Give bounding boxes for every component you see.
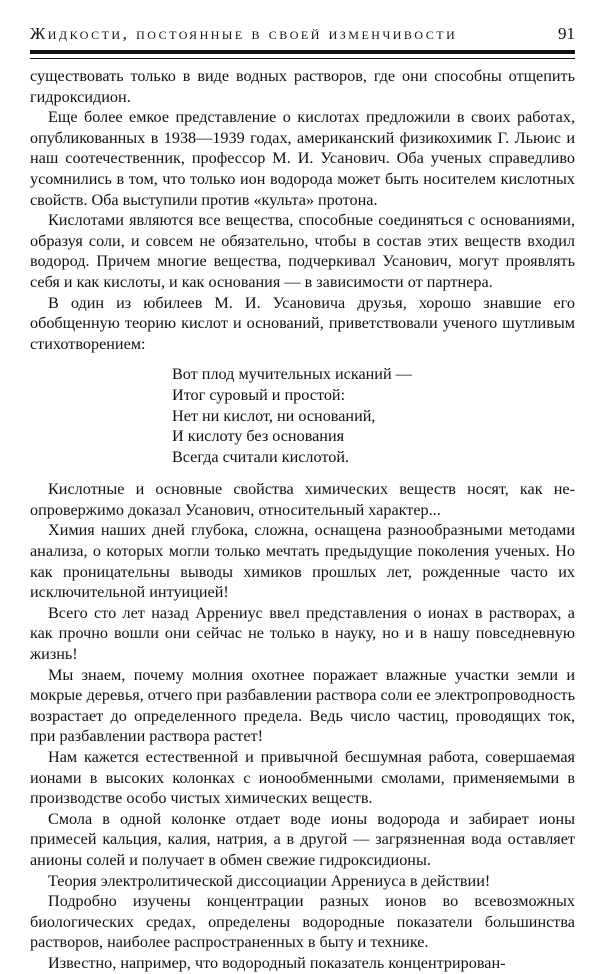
running-title: Жидкости, постоянные в своей изменчивости [30,24,458,43]
poem-line: Нет ни кислот, ни оснований, [172,406,376,425]
paragraph: Всего сто лет назад Аррениус ввел представления о ионах в растворах, а как прочно вошли они сейчас не только в науку, но и в нашу повседневную жизнь! [30,603,575,664]
body-text [30,66,575,974]
paragraph: Мы знаем, почему молния охотнее поражает влажные участки земли и мокрые деревья, отчего при разбавлении раствора соли ее электропроводность возрастает до определенного предела. Ведь число частиц, проводящих ток, при разбавлении раствора растет! [30,665,575,746]
paragraph: Химия наших дней глубока, сложна, оснащена разнообразными методами анализа, о которых могли только мечтать предыдущие поколения ученых. Но как проницательны выводы химиков прошлых лет, рожденные часто их исключительной интуицией! [30,521,575,602]
poem-line: Вот плод мучительных исканий — [172,365,412,384]
paragraph: существовать только в виде водных растворов, где они способны отщепить гидроксидион. [30,67,575,106]
header-rule-thin [30,58,575,59]
running-header [30,18,575,44]
paragraph: Нам кажется естественной и привычной бесшумная работа, совершаемая ионами в высоких колонках с ионообменными смолами, применяемыми в производстве особо чистых химических веществ. [30,748,575,808]
poem-line: И кислоту без основания [172,427,345,446]
poem-line: Всегда считали кислотой. [172,447,350,466]
paragraph: Теория электролитической диссоциации Аррениуса в действии! [48,871,491,890]
paragraph: Смола в одной колонке отдает воде ионы водорода и забирает ионы примесей кальция, калия, натрия, а в другой — загрязненная вода оставляет анионы солей и получает в обмен свежие гидроксидионы. [30,809,575,869]
paragraph: В один из юбилеев М. И. Усановича друзья, хорошо знавшие его обобщенную теорию кислот и оснований, приветствовали ученого шутливым стихотворением: [30,293,575,353]
paragraph: Еще более емкое представление о кислотах предложили в своих работах, опубликованных в 1938—1939 годах, американский физикохимик Г. Льюис и наш соотечественник, профессор М. И. Усанович. Оба ученых справедливо усомнились в том, что только ион водорода может быть носителем кислотных свойств. Оба выступили против «культа» протона. [30,108,575,209]
poem [172,364,575,467]
paragraph: Кислотами являются все вещества, способные соединяться с основаниями, образуя соли, и совсем не обязательно, чтобы в состав этих веществ входил водород. Причем многие вещества, подчеркивал Усанович, могут проявлять себя и как кислоты, и как основания — в зависимости от партнера. [30,211,575,291]
paragraph: Кислотные и основные свойства химических веществ носят, как неопровержимо доказал Усанович, относительный характер... [30,480,575,519]
header-rule-thick [30,50,575,54]
page-number: 91 [558,24,575,43]
paragraph: Подробно изучены концентрации разных ионов во всевозможных биологических средах, определены водородные показатели большинства растворов, наиболее распространенных в быту и технике. [30,892,575,952]
paragraph: Известно, например, что водородный показатель концентрирован- [48,953,506,972]
poem-line: Итог суровый и простой: [172,385,346,404]
